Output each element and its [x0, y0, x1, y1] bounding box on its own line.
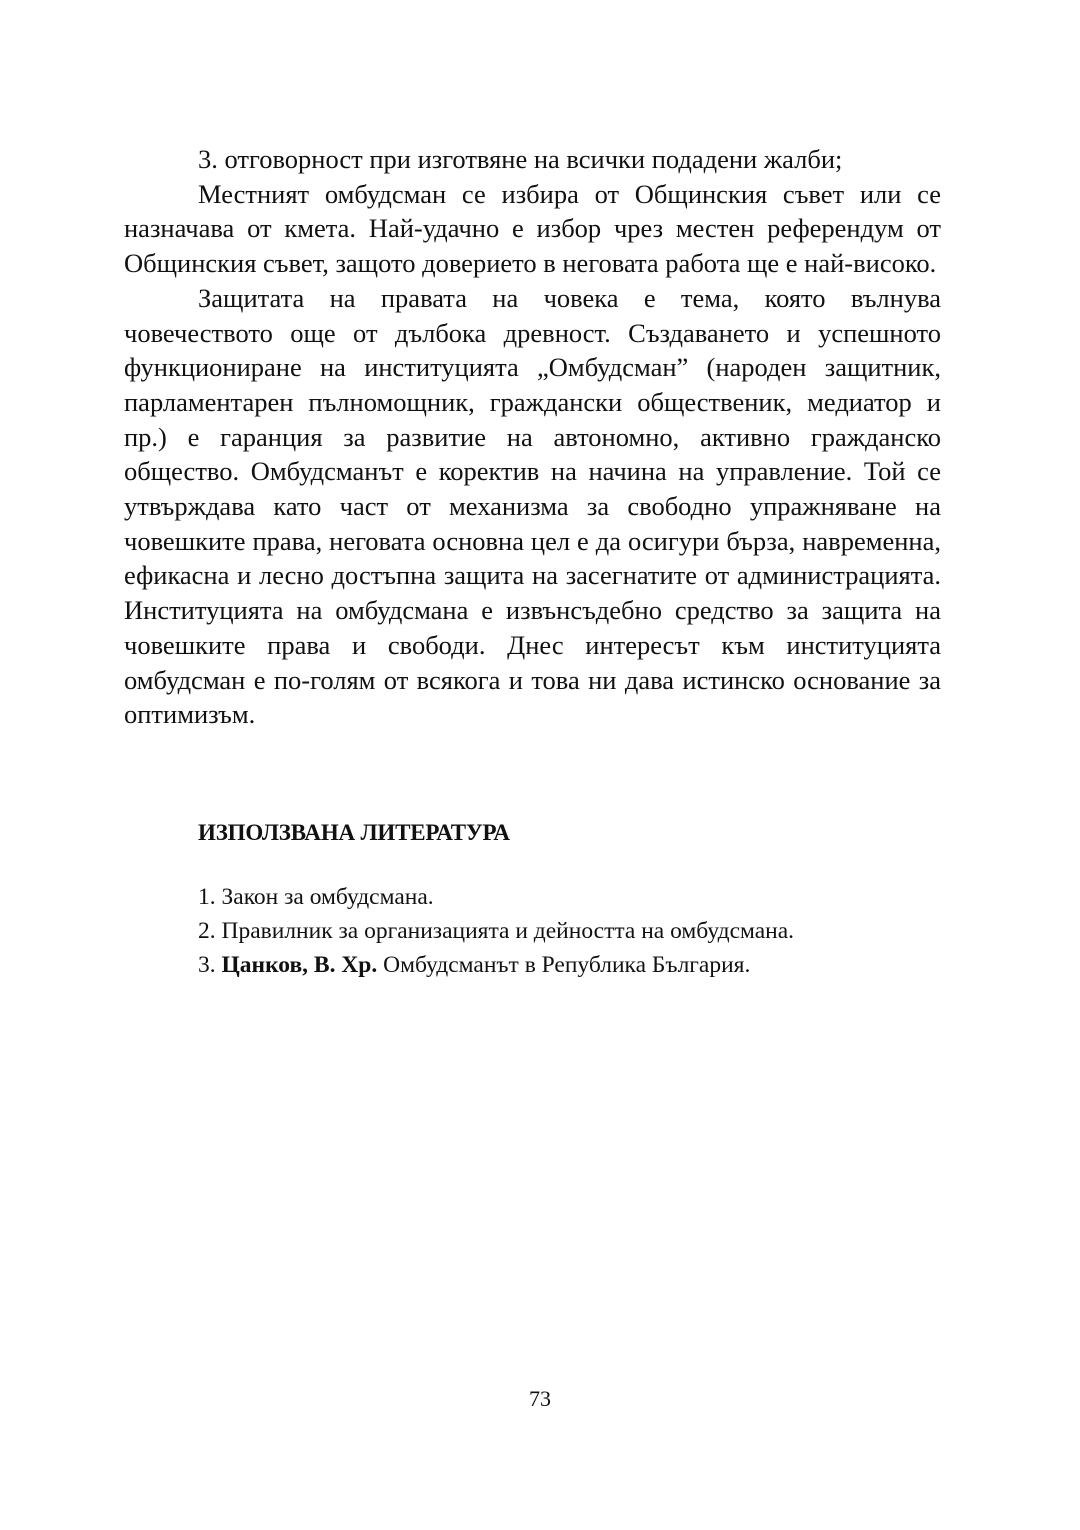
bibliography-item-text: Закон за омбудсмана. [221, 884, 434, 910]
bibliography-item [198, 948, 938, 982]
bibliography-item-text: Омбудсманът в Република България. [383, 952, 751, 978]
bibliography-item-number: 2. [198, 918, 216, 944]
paragraph-local-ombudsman: Местният омбудсман се избира от Общинския съвет или се назначава от кмета. Най-удачно е избор чрез местен референдум от Общинския съвет, защото доверието в неговата работа ще е най-високо. [124, 178, 941, 279]
list-item-3: 3. отговорност при изготвяне на всички подадени жалби; [198, 144, 843, 174]
bibliography-item [198, 880, 938, 914]
bibliography-item [198, 914, 938, 948]
bibliography-heading: ИЗПОЛЗВАНА ЛИТЕРАТУРА [198, 820, 510, 845]
bibliography-list [198, 880, 938, 982]
bibliography-item-number: 1. [198, 884, 216, 910]
bibliography-section [198, 820, 938, 982]
bibliography-item-author: Цанков, В. Хр. [221, 952, 378, 978]
bibliography-item-number: 3. [198, 952, 216, 978]
page-number: 73 [529, 1386, 551, 1411]
body-text [124, 142, 941, 732]
bibliography-item-text: Правилник за организацията и дейността на омбудсмана. [221, 918, 795, 944]
paragraph-conclusion: Защитата на правата на човека е тема, която вълнува човечеството още от дълбока древност. Създаването и успешното функциониране на институцията „Омбудсман” (народен защитник, парламентарен пълномощник, граждански общественик, медиатор и пр.) е гаранция за развитие на автономно, активно гражданско общество. Омбудсманът е коректив на начина на управление. Той се утвърждава като част от механизма за свободно упражняване на човешките права, неговата основна цел е да осигури бърза, навременна, ефикасна и лесно достъпна защита на засегнатите от администрацията. Институцията на омбудсмана е извънсъдебно средство за защита на човешките права и свободи. Днес интересът към институцията омбудсман е по-голям от всякога и това ни дава истинско основание за оптимизъм. [124, 282, 941, 730]
